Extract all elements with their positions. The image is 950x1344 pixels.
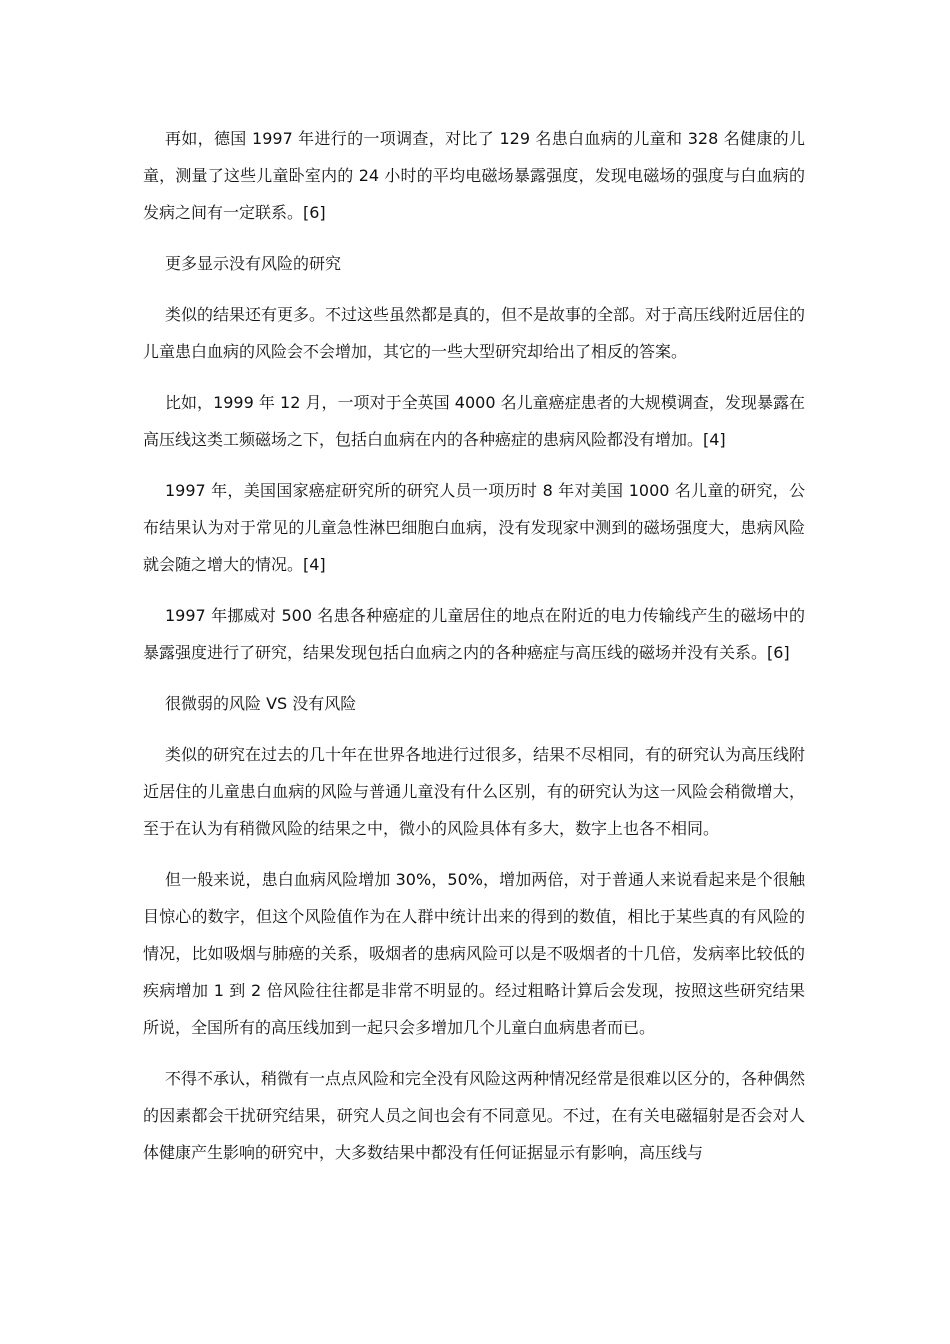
paragraph-norway-study: 1997 年挪威对 500 名患各种癌症的儿童居住的地点在附近的电力传输线产生的磁场中的暴露强度进行了研究，结果发现包括白血病之内的各种癌症与高压线的磁场并没有关系。[6]: [143, 606, 805, 662]
paragraph-worldwide-studies: 类似的研究在过去的几十年在世界各地进行过很多，结果不尽相同，有的研究认为高压线附近居住的儿童患白血病的风险与普通儿童没有什么区别，有的研究认为这一风险会稍微增大，至于在认为有稍微风险的结果之中，微小的风险具体有多大，数字上也各不相同。: [143, 745, 806, 838]
section-heading-weak-vs-no-risk: 很微弱的风险 VS 没有风险: [165, 694, 357, 713]
paragraph-us-study: 1997 年，美国国家癌症研究所的研究人员一项历时 8 年对美国 1000 名儿童的研究，公布结果认为对于常见的儿童急性淋巴细胞白血病，没有发现家中测到的磁场强度大，患病风险就会随之增大的情况。[4]: [143, 481, 805, 574]
document-body: [143, 120, 805, 1185]
section-heading-no-risk-studies: 更多显示没有风险的研究: [165, 254, 342, 273]
paragraph-germany-study: 再如，德国 1997 年进行的一项调查，对比了 129 名患白血病的儿童和 328 名健康的儿童，测量了这些儿童卧室内的 24 小时的平均电磁场暴露强度，发现电磁场的强度与白血病的发病之间有一定联系。[6]: [143, 129, 805, 222]
paragraph-similar-results: 类似的结果还有更多。不过这些虽然都是真的，但不是故事的全部。对于高压线附近居住的儿童患白血病的风险会不会增加，其它的一些大型研究却给出了相反的答案。: [143, 305, 806, 361]
paragraph-risk-numbers: 但一般来说，患白血病风险增加 30%，50%，增加两倍，对于普通人来说看起来是个很触目惊心的数字，但这个风险值作为在人群中统计出来的得到的数值，相比于某些真的有风险的情况，比如吸烟与肺癌的关系，吸烟者的患病风险可以是不吸烟者的十几倍，发病率比较低的疾病增加 1 到 2 倍风险往往都是非常不明显的。经过粗略计算后会发现，按照这些研究结果所说，全国所有的高压线加到一起只会多增加几个儿童白血病患者而已。: [143, 870, 805, 1037]
paragraph-uk-study: 比如，1999 年 12 月，一项对于全英国 4000 名儿童癌症患者的大规模调查，发现暴露在高压线这类工频磁场之下，包括白血病在内的各种癌症的患病风险都没有增加。[4]: [143, 393, 805, 449]
paragraph-conclusion: 不得不承认，稍微有一点点风险和完全没有风险这两种情况经常是很难以区分的，各种偶然的因素都会干扰研究结果，研究人员之间也会有不同意见。不过，在有关电磁辐射是否会对人体健康产生影响的研究中，大多数结果中都没有任何证据显示有影响，高压线与: [143, 1069, 806, 1162]
